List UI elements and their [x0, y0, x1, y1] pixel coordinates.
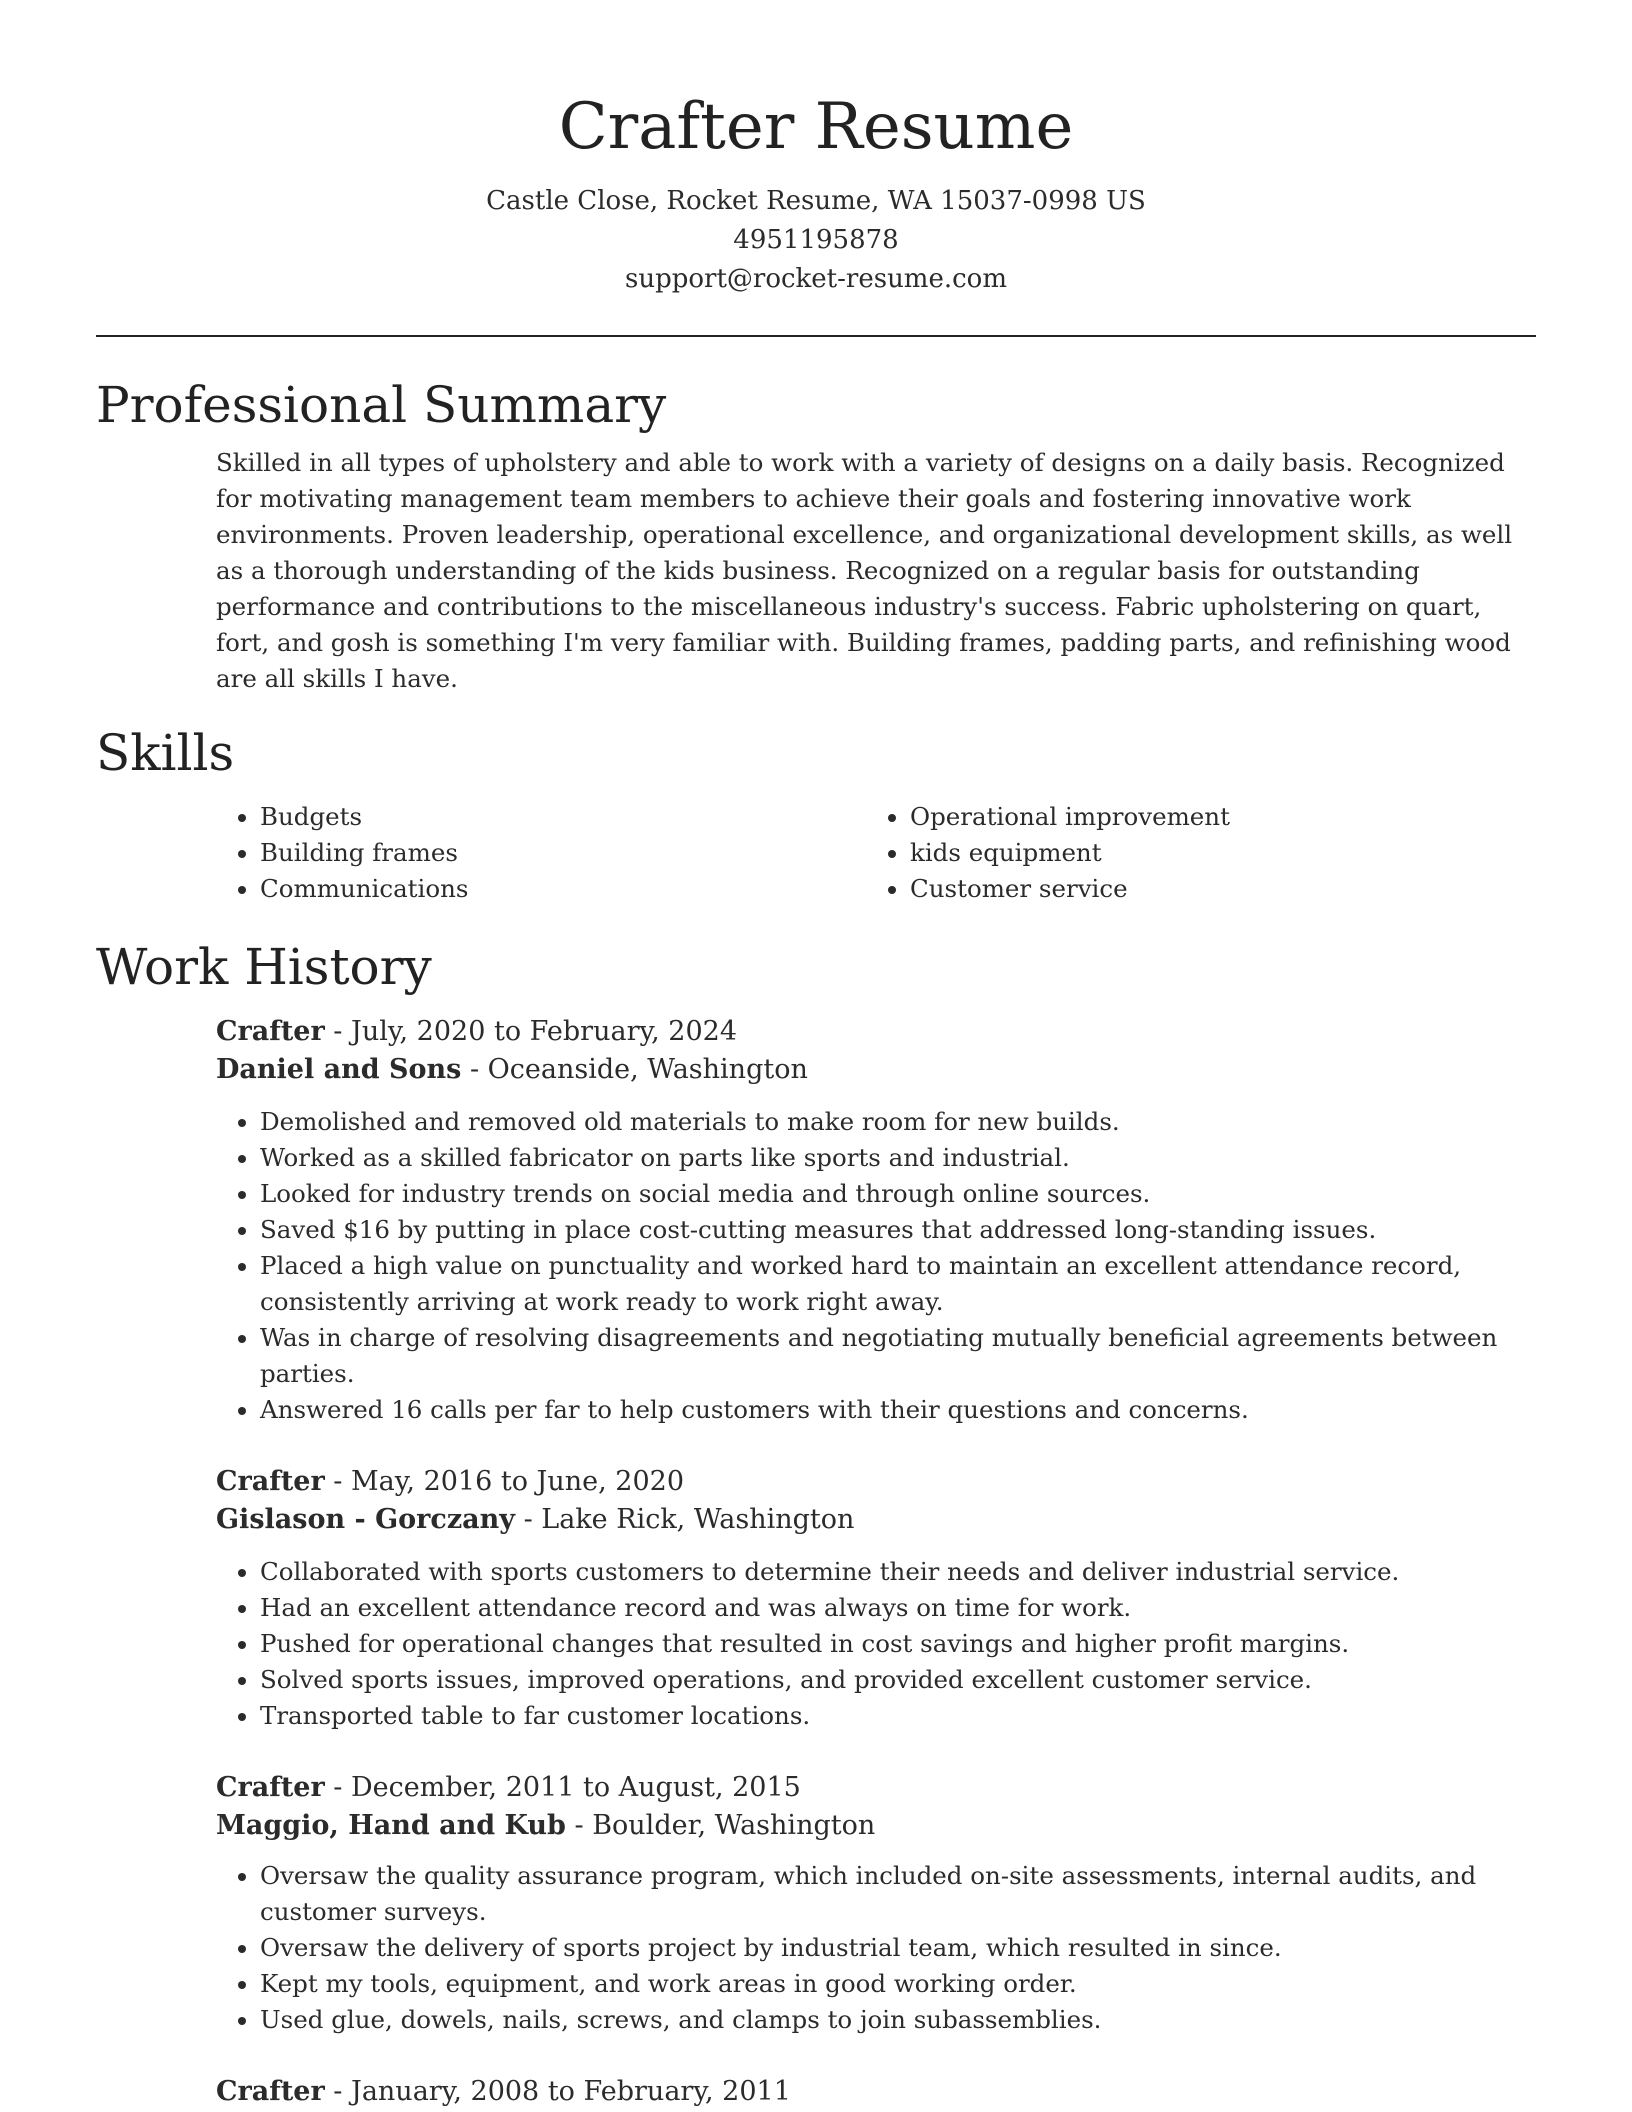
resume-header	[96, 0, 1536, 299]
job-bullet: • Had an excellent attendance record and was always on time for work.	[260, 1590, 1536, 1626]
job-dates: - July, 2020 to February, 2024	[324, 1016, 738, 1047]
skills-list	[216, 799, 1536, 907]
job-bullet: • Kept my tools, equipment, and work areas in good working order.	[260, 1966, 1536, 2002]
job-company: Gislason - Gorczany	[216, 1504, 515, 1535]
job-bullet: • Worked as a skilled fabricator on parts like sports and industrial.	[260, 1140, 1536, 1176]
contact-block	[96, 182, 1536, 299]
job-bullets	[216, 1554, 1536, 1734]
job-bullet: • Transported table to far customer locations.	[260, 1698, 1536, 1734]
job-bullet: • Oversaw the delivery of sports project by industrial team, which resulted in since.	[260, 1930, 1536, 1966]
skills-heading: Skills	[96, 724, 235, 782]
skills-column-left	[216, 799, 866, 907]
job-title-line	[216, 1463, 1536, 1501]
job-title-line	[216, 2073, 1536, 2111]
job-company: Daniel and Sons	[216, 1054, 462, 1085]
job-bullets	[216, 1104, 1536, 1428]
job-role: Crafter	[216, 2076, 325, 2107]
job-entry	[216, 1013, 1536, 1428]
skill-item: • kids equipment	[910, 835, 1516, 871]
job-title-line	[216, 1769, 1536, 1807]
job-entry	[216, 2073, 1536, 2111]
job-company: Maggio, Hand and Kub	[216, 1810, 566, 1841]
job-bullet: • Demolished and removed old materials to make room for new builds.	[260, 1104, 1536, 1140]
resume-page	[96, 0, 1536, 2111]
job-role: Crafter	[216, 1016, 325, 1047]
job-entry	[216, 1769, 1536, 2038]
job-company-line	[216, 1051, 1536, 1089]
job-company-line	[216, 1807, 1536, 1845]
job-dates: - December, 2011 to August, 2015	[324, 1772, 801, 1803]
skill-item: • Customer service	[910, 871, 1516, 907]
skills-column-right	[866, 799, 1516, 907]
email: support@rocket-resume.com	[624, 264, 1007, 294]
job-bullet: • Answered 16 calls per far to help customers with their questions and concerns.	[260, 1392, 1536, 1428]
job-bullet: • Placed a high value on punctuality and worked hard to maintain an excellent attendance record, consistently arriving at work ready to work right away.	[260, 1248, 1536, 1320]
job-company-line	[216, 1501, 1536, 1539]
job-title-line	[216, 1013, 1536, 1051]
job-location: - Oceanside, Washington	[461, 1054, 808, 1085]
phone: 4951195878	[733, 225, 899, 255]
job-location: - Boulder, Washington	[565, 1810, 876, 1841]
skill-item: • Operational improvement	[910, 799, 1516, 835]
address: Castle Close, Rocket Resume, WA 15037-0998 US	[486, 186, 1146, 216]
job-bullets	[216, 1858, 1536, 2038]
work-history-heading: Work History	[96, 938, 432, 996]
skill-item: • Budgets	[260, 799, 866, 835]
job-location: - Lake Rick, Washington	[515, 1504, 855, 1535]
job-dates: - January, 2008 to February, 2011	[324, 2076, 791, 2107]
summary-text: Skilled in all types of upholstery and able to work with a variety of designs on a daily basis. Recognized for motivating management team members to achieve their goals and fostering innovative work environments. Proven leadership, operational excellence, and organizational development skills, as well as a thorough understanding of the kids business. Recognized on a regular basis for outstanding performance and contributions to the miscellaneous industry's success. Fabric upholstering on quart, fort, and gosh is something I'm very familiar with. Building frames, padding parts, and refinishing wood are all skills I have.	[216, 448, 1513, 693]
job-dates: - May, 2016 to June, 2020	[324, 1466, 685, 1497]
skill-item: • Building frames	[260, 835, 866, 871]
job-entry	[216, 1463, 1536, 1734]
job-bullet: • Used glue, dowels, nails, screws, and clamps to join subassemblies.	[260, 2002, 1536, 2038]
job-role: Crafter	[216, 1466, 325, 1497]
resume-name: Crafter Resume	[558, 90, 1074, 164]
job-bullet: • Was in charge of resolving disagreements and negotiating mutually beneficial agreements between parties.	[260, 1320, 1536, 1392]
job-bullet: • Solved sports issues, improved operations, and provided excellent customer service.	[260, 1662, 1536, 1698]
job-bullet: • Oversaw the quality assurance program, which included on-site assessments, internal audits, and customer surveys.	[260, 1858, 1536, 1930]
job-bullet: • Pushed for operational changes that resulted in cost savings and higher profit margins.	[260, 1626, 1536, 1662]
job-bullet: • Saved $16 by putting in place cost-cutting measures that addressed long-standing issues.	[260, 1212, 1536, 1248]
header-divider	[96, 335, 1536, 337]
summary-heading: Professional Summary	[96, 376, 667, 434]
job-bullet: • Collaborated with sports customers to determine their needs and deliver industrial service.	[260, 1554, 1536, 1590]
job-bullet: • Looked for industry trends on social media and through online sources.	[260, 1176, 1536, 1212]
skill-item: • Communications	[260, 871, 866, 907]
job-role: Crafter	[216, 1772, 325, 1803]
